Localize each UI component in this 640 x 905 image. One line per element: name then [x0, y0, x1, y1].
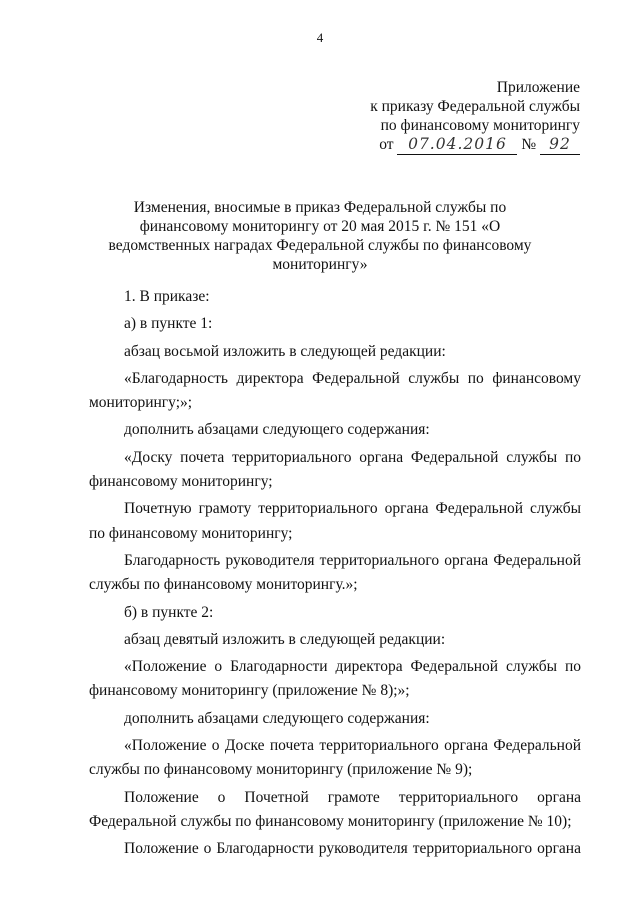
paragraph: «Положение о Доске почета территориального органа Федеральной службы по финансовому мониторингу (приложение № 9);	[89, 737, 581, 779]
paragraph: абзац девятый изложить в следующей редакции:	[124, 630, 446, 648]
paragraph: а) в пункте 1:	[124, 315, 213, 333]
paragraph: 1. В приказе:	[124, 288, 210, 305]
paragraph: б) в пункте 2:	[124, 603, 214, 621]
number-label: №	[521, 136, 537, 153]
handwritten-date: 07.04.2016	[397, 135, 517, 155]
page-number: 4	[316, 30, 324, 45]
from-label: от	[379, 136, 394, 153]
document-title: Изменения, вносимые в приказ Федеральной службы по финансовому мониторингу от 20 мая 2015 г. № 151 «О ведомственных наградах Федеральной службы по финансовому мониторингу»	[108, 199, 532, 273]
appendix-service-line: по финансовому мониторингу	[380, 117, 580, 134]
handwritten-number: 92	[540, 135, 580, 155]
paragraph: дополнить абзацами следующего содержания:	[124, 709, 430, 727]
paragraph: Благодарность руководителя территориального органа Федеральной службы по финансовому мониторингу.»;	[89, 551, 581, 594]
document-body	[89, 285, 581, 865]
appendix-label: Приложение	[496, 79, 580, 96]
paragraph: Положение о Благодарности руководителя территориального органа	[124, 840, 581, 858]
appendix-order-line: к приказу Федеральной службы	[370, 98, 580, 115]
paragraph: дополнить абзацами следующего содержания:	[124, 421, 430, 439]
appendix-date-number-row	[370, 135, 580, 155]
paragraph: Положение о Почетной грамоте территориального органа Федеральной службы по финансовому мониторингу (приложение № 10);	[89, 788, 581, 830]
appendix-header	[370, 78, 580, 155]
paragraph: «Положение о Благодарности директора Федеральной службы по финансовому мониторингу (приложение № 8);»;	[89, 658, 581, 700]
paragraph: «Доску почета территориального органа Федеральной службы по финансовому мониторингу;	[89, 448, 581, 491]
paragraph: абзац восьмой изложить в следующей редакции:	[124, 342, 446, 360]
paragraph: «Благодарность директора Федеральной службы по финансовому мониторингу;»;	[89, 369, 581, 412]
paragraph: Почетную грамоту территориального органа Федеральной службы по финансовому мониторингу;	[89, 500, 581, 542]
